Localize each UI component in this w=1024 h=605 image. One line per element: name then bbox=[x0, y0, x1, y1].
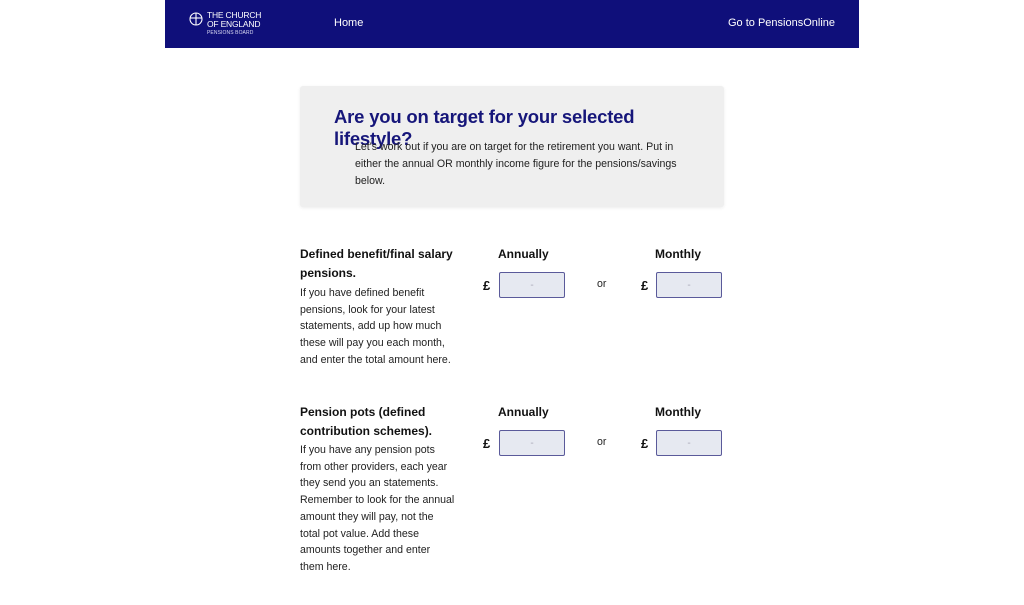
monthly-label: Monthly bbox=[655, 405, 701, 419]
section-desc-defined-benefit: If you have defined benefit pensions, look for your latest statements, add up how much these will pay you each month, and enter the total amount here. bbox=[300, 287, 451, 366]
nav-home-link[interactable]: Home bbox=[334, 17, 364, 29]
page-title: Are you on target for your selected lifestyle? bbox=[334, 106, 635, 149]
logo-text-line2: OF ENGLAND bbox=[207, 18, 261, 29]
pension-pots-annual-input[interactable] bbox=[499, 430, 565, 456]
currency-symbol: £ bbox=[641, 436, 649, 451]
defined-benefit-annual-input[interactable] bbox=[499, 272, 565, 298]
section-title-pension-pots: Pension pots (defined contribution schemes). bbox=[300, 405, 433, 438]
pension-pots-monthly-input[interactable] bbox=[656, 430, 722, 456]
intro-card bbox=[300, 86, 724, 207]
monthly-label: Monthly bbox=[655, 247, 701, 261]
site-header bbox=[165, 0, 859, 48]
or-separator: or bbox=[597, 436, 607, 448]
church-of-england-logo[interactable] bbox=[189, 11, 261, 37]
logo-subtitle: PENSIONS BOARD bbox=[207, 30, 254, 36]
annually-label: Annually bbox=[498, 247, 549, 261]
annually-label: Annually bbox=[498, 405, 549, 419]
defined-benefit-monthly-input[interactable] bbox=[656, 272, 722, 298]
intro-text: Let's work out if you are on target for the retirement you want. Put in either the annual OR monthly income figure for the pensions/savings below. bbox=[355, 141, 677, 187]
logo-text-line1: THE CHURCH bbox=[207, 10, 262, 20]
or-separator: or bbox=[597, 278, 607, 290]
currency-symbol: £ bbox=[641, 278, 649, 293]
section-title-defined-benefit: Defined benefit/final salary pensions. bbox=[300, 247, 453, 280]
cross-icon bbox=[189, 12, 203, 26]
nav-pensions-online-link[interactable]: Go to PensionsOnline bbox=[727, 17, 835, 29]
section-desc-pension-pots: If you have any pension pots from other providers, each year they send you an statements. Remember to look for the annual amount they will pay, not the total pot value. Add these amounts together and enter them here. bbox=[300, 444, 455, 573]
currency-symbol: £ bbox=[483, 436, 491, 451]
currency-symbol: £ bbox=[483, 278, 491, 293]
